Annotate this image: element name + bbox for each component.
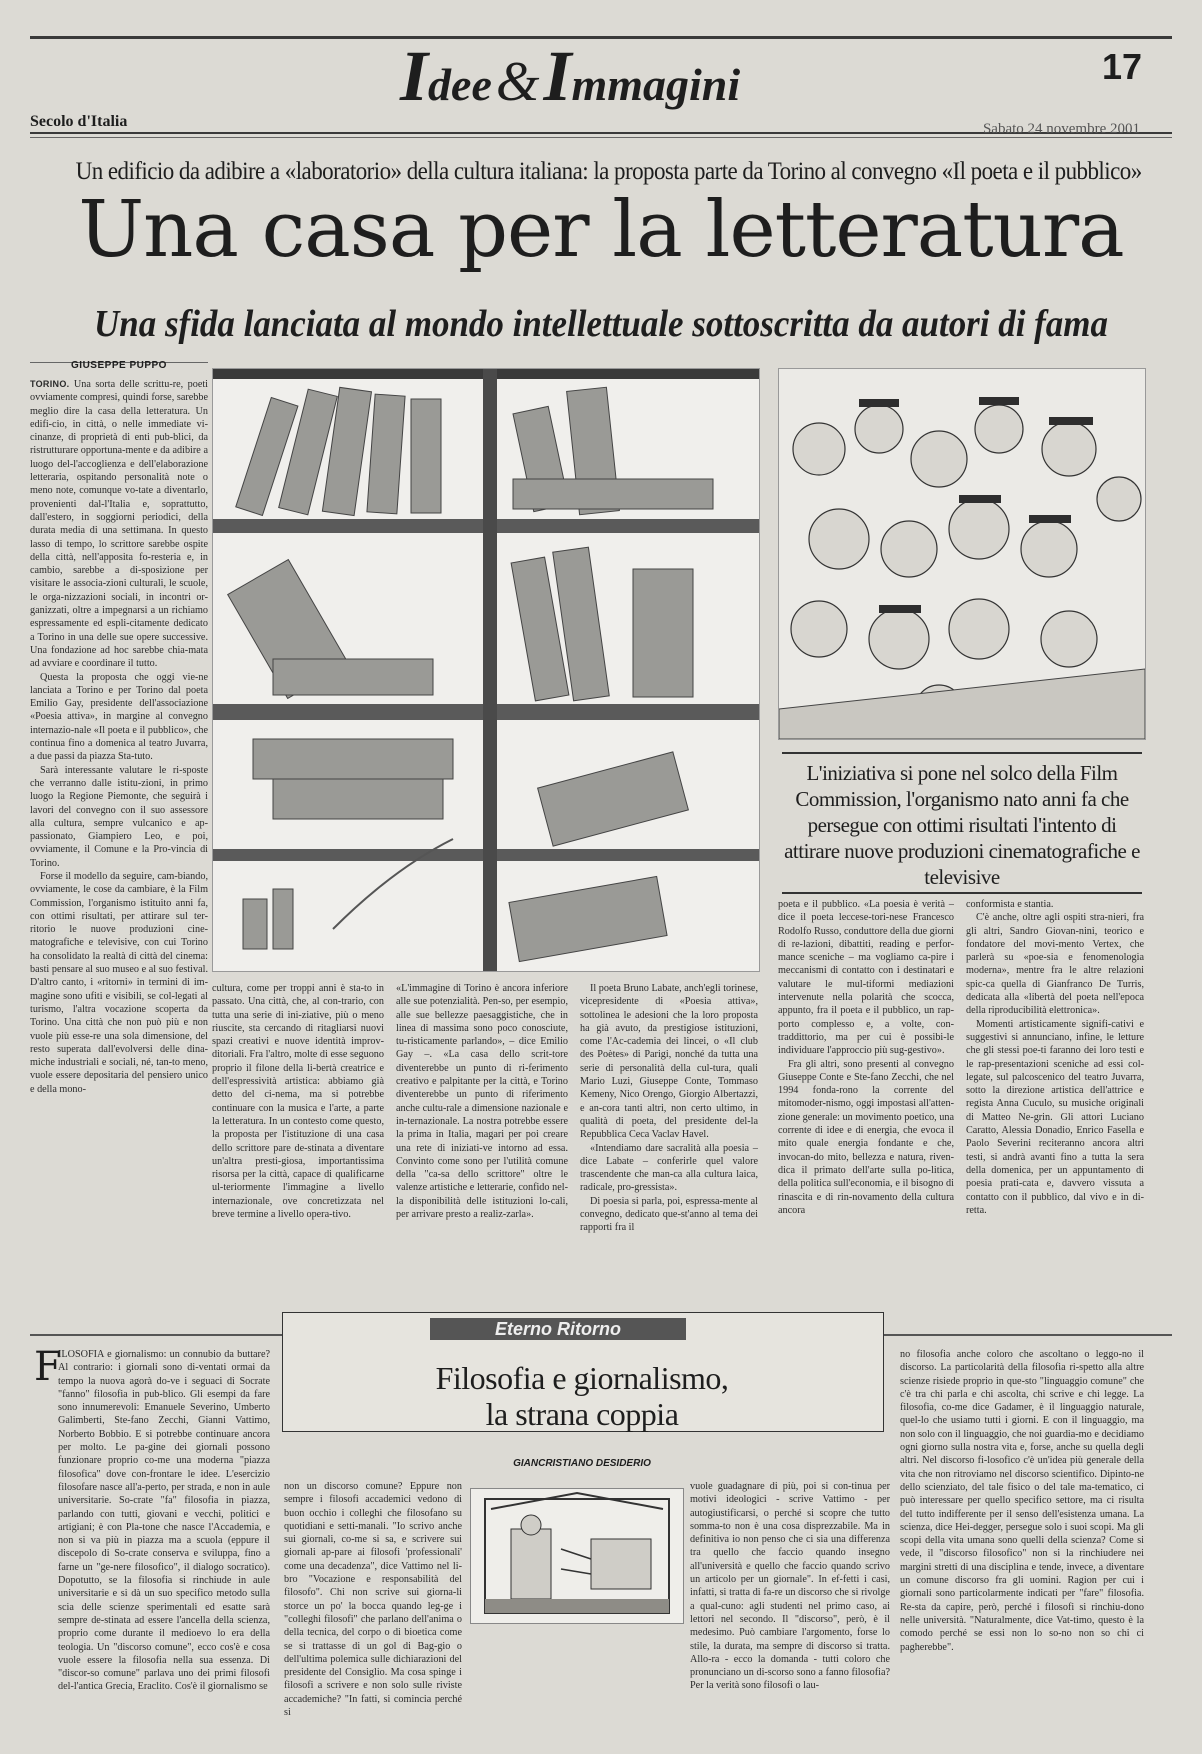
article-column-5 xyxy=(778,898,954,1283)
article-column-1 xyxy=(30,378,208,1278)
box-title-line-2: la strana coppia xyxy=(485,1396,679,1432)
box-column-1 xyxy=(30,1344,270,1728)
col3-paragraph: «L'immagine di Torino è ancora inferiore alle sue potenzialità. Pen-so, per esempio, alle sue bellezze paesaggistiche, che in linea di massima sono poco conosciute, tu-risticamente parlando», – dice Emilio Gay –. «La casa dello scrit-tore diventerebbe un punto di ri-ferimento creativo e palpitante per la città, e Torino diventerebbe un punto di riferimento anche cultu-rale a dimensione nazionale e in-ternazionale. La nostra potrebbe essere la prima in Italia, magari per poi creare una rete di iniziati-ve intorno ad essa. Convinto come sono per l'utilità comune della "ca-sa dello scrittore" oltre le valenze artistiche e letterarie, confido nel-la disponibilità delle istituzioni lo-cali, per arrivare presto a realiz-zarla». xyxy=(396,983,568,1221)
col4-paragraph-2: «Intendiamo dare sacralità alla poesia – dice Labate – conferirle quel valore trascendente che man-ca alla cultura laica, radicale, pro-gressista». xyxy=(580,1142,758,1194)
box-column-3 xyxy=(690,1480,890,1728)
col6-paragraph-1: conformista e stantia. xyxy=(966,899,1054,910)
bookshelf-illustration xyxy=(213,369,759,971)
article-column-2 xyxy=(212,982,384,1282)
woodcut-image xyxy=(470,1488,684,1624)
scholars-engraving xyxy=(778,368,1146,740)
rubric-label: Eterno Ritorno xyxy=(430,1318,686,1340)
woodcut-illustration xyxy=(471,1489,683,1623)
box-article-title xyxy=(290,1360,874,1432)
article-headline: Una casa per la letteratura xyxy=(78,185,1124,275)
section-word-1: dee xyxy=(428,59,492,110)
section-title xyxy=(400,36,820,116)
article-kicker: Un edificio da adibire a «laboratorio» della cultura italiana: la proposta parte da Torino al convegno «Il poeta e il pubblico» xyxy=(75,158,1142,185)
col5-paragraph-1: poeta e il pubblico. «La poesia è verità – dice il poeta leccese-tori-nese Francesco Rodolfo Russo, conduttore della due giorni di re-lazioni, dibattiti, reading e perfor-mance sceniche – ma vogliamo ca-pire i meccanismi di contatto con i destinatari e valutare le mul-tiformi mediazioni intervenute nella polarità che scocca, appunto, fra il poeta e il pubblico, un rap-porto complesso e, a volte, con-traddittorio, ma per cui è possibi-le individuare l'approccio più sug-gestivo». xyxy=(778,899,954,1057)
article-column-6 xyxy=(966,898,1144,1283)
col1-paragraph-3: Sarà interessante valutare le ri-sposte che verranno dalle istitu-zioni, in primo luogo la Regione Piemonte, che seguirà i lavori del convegno con il suo assessore alla cultura, sempre vulcanico e ap-passionato, Giampiero Leo, e poi, ovviamente, il Comune e la Pro-vincia di Torino. xyxy=(30,764,208,869)
page-number: 17 xyxy=(1101,46,1142,87)
col6-paragraph-2: C'è anche, oltre agli ospiti stra-nieri, fra gli altri, Sandro Giovan-nini, teorico e fondatore del movi-mento Vertex, che parlerà su «poe-sia e fenomenologia moderna», mentre fra le altre relazioni spic-ca quella di Gianfranco De Turris, dedicata alla «libertà del poeta nell'epoca della riproducibilità elettronica». xyxy=(966,912,1144,1017)
issue-date: Sabato 24 novembre 2001 xyxy=(982,121,1140,137)
article-subheadline: Una sfida lanciata al mondo intellettuale sottoscritta da autori di fama xyxy=(94,303,1108,345)
col4-paragraph-3: Di poesia si parla, poi, espressa-mente al convegno, dedicato que-st'anno al tema dei rapporti fra il xyxy=(580,1195,758,1234)
pullquote-rule-top xyxy=(782,752,1142,754)
box-col3-text: vuole guadagnare di più, poi si con-tinua per motivi ideologici - scrive Vattimo - per autogiustificarsi, o perché si scopre che tutto somma-to non è una cosa disprezzabile. Ma in definitiva io non penso che ci sia una differenza tra quello che faccio quando insegno all'università e quello che faccio quando scrivo un articolo per un giornale". In ef-fetti i casi, infatti, si tratta di fa-re un discorso che si rivolge a qual-cuno: agli studenti nel primo caso, ai lettori nel secondo. Il "discorso", però, è il medesimo. Può cambiare l'argomento, forse lo stile, la durata, ma sempre di discorso si tratta. Allo-ra - ecco la domanda - tutti coloro che pronunciano un di-scorso sono a fanno filosofia? Per la verità sono filosofi o lau- xyxy=(690,1481,890,1692)
box-column-2 xyxy=(284,1480,462,1728)
box-col1-text: ILOSOFIA e giornalismo: un connubio da buttare? Al contrario: i giornali sono di-ventati ormai da tempo la nuova agorà do-ve i seguaci di Socrate "fanno" filosofia in pub-blico. Gli esempi da fare sono innumerevoli: Emanuele Severino, Umberto Galimberti, Ste-fano Zecchi, Gianni Vattimo, Norberto Bobbio. E si potrebbe continuare ancora per molto. Le pa-gine dei giornali possono funzionare proprio co-me una moderna "piazza filosofica" dove con-frontare le idee. L'esercizio filosofare nasce all'a-perto, per strada, e non in aule universitarie. So-crate "fa" filosofia in piazza, parlando con tutti, giovani e vecchi, politici e artigiani; è con Pla-tone che nasce l'Accademia, e non si va più in piazza ma a scuola (eppure il discepolo di So-crate conserva e sviluppa, fino a farne un "ge-nere filosofico", il dialogo socratico). Dopotutto, se la filosofia si rinchiude in aule universitarie e si dà un suo specifico metodo sulla scia delle scienze sperimentali ed esatte sarà sempre de-stinata ad essere l'ancella della scienza, proprio come durante il medioevo lo era della teologia. Un "discorso comune", ecco cos'è e cosa vuole essere la filosofia nella sua essenza. Di "discor-so comune" parlava uno dei primi filosofi del-l'antica Grecia, Eraclito. Cos'è il giornalismo se xyxy=(58,1349,270,1693)
box-title-line-1: Filosofia e giornalismo, xyxy=(435,1360,729,1396)
col6-paragraph-3: Momenti artisticamente signifi-cativi e suggestivi si annunciano, infine, le letture che gli stessi poe-ti faranno dei loro testi e le rap-presentazioni sceniche ad essi col-legate, sul palcoscenico del teatro Juvarra, sotto la direzione artistica dell'attrice e regista Anna Cuculo, su musiche originali di Matteo Ne-grin. Gli attori Luciano Caratto, Alessia Donadio, Enrico Fasella e Paolo Severini reciteranno ancora altri testi, si andrà avanti fino a tutta la sera della domenica, per un appuntamento di poesia prati-cata e, davvero vissuta a contatto con il pubblico, dal vivo e in di-retta. xyxy=(966,1018,1144,1216)
pullquote: L'iniziativa si pone nel solco della Film Commission, l'organismo nato anni fa che persegue con ottimi risultati l'intento di attirare nuove produzioni cinematografiche e televisive xyxy=(784,761,1140,889)
box-col2-text: non un discorso comune? Eppure non sempre i filosofi accademici vedono di buon occhio i colleghi che filosofano su quotidiani e setti-manali. "Io scrivo anche sui giornali, co-me si sa, e scrivere sui giornali ap-pare ai filosofi 'professionali' come una decadenza", dice Vattimo nel li-bro "Vocazione e responsabilità del filosofo". Chi non scrive sui giorna-li storce un po' la bocca quando leg-ge i "colleghi filosofi" che parlano dell'anima o della tecnica, del corpo o di bioetica come se si trattasse di un gol di Bag-gio o dell'ultima polemica sulle dichiarazioni del presidente del Consiglio. Ma cosa spinge i filosofi a scrivere e non solo sulle riviste accademiche? "In fatti, si comincia perché si xyxy=(284,1481,462,1719)
col4-paragraph-1: Il poeta Bruno Labate, anch'egli torinese, vicepresidente di «Poesia attiva», sottolinea le adesioni che la loro proposta ha già avuto, da prestigiose istituzioni, come l'Ac-cademia dei lincei, o «Il club des Poètes» di Parigi, nonché da tutta una serie di personalità della cul-tura, quali Mario Luzi, Giuseppe Conte, Tommaso Kemeny, Nico Orengo, Giorgio Albertazzi, e an-cora tanti altri, non certo ultimo, in qualità di poeta, del presidente del-la Repubblica Ceca Vaclav Havel. xyxy=(580,983,758,1141)
newspaper-name: Secolo d'Italia xyxy=(30,113,128,130)
article-byline: GIUSEPPE PUPPO xyxy=(71,360,167,371)
col1-paragraph-1: Una sorta delle scrittu-re, poeti ovviamente compresi, quindi forse, sarebbe meglio dire la casa della letteratura. Un edifi-cio, in città, o nelle immediate vi-cinanze, di proprietà di enti pub-blici, da ristrutturare opportuna-mente e da adibire a luogo del-l'accoglienza e dell'elaborazione letteraria, ospitando personalità note o meno note, comunque vo-tate a diventarlo, provenienti dal-l'Italia e, soprattutto, dall'estero, in soggiorni periodici, della durata media di una settimana. In questo lasso di tempo, lo scrittore sarebbe ospite della città, nell'apposita fo-resteria e, in cambio, sarebbe a di-sposizione per visitare le associa-zioni culturali, le scuole, le orga-nizzazioni sociali, in incontri or-ganizzati, oltre a impegnarsi a un richiamo espressamente ed espli-citamente dedicato a Torino in una delle sue opere successive. Una fondazione ad hoc sarebbe chia-mata ad avviare e coordinare il tutto. xyxy=(30,379,208,670)
col1-paragraph-2: Questa la proposta che oggi vie-ne lanciata a Torino e per Torino dal poeta Emilio Gay, presidente dell'associazione «Poesia attiva», in margine al convegno internazio-nale «Il poeta e il pubblico», che continua fino a domenica al teatro Juvarra, a due passi da piazza Sta-tuto. xyxy=(30,671,208,763)
section-initial-2: I xyxy=(543,36,572,116)
top-rule xyxy=(30,36,1172,39)
col1-paragraph-4: Forse il modello da seguire, cam-biando, ovviamente, le cose da cambiare, è la Film Commission, l'organismo istituito anni fa, con ottimi risultati, per attirare sul ter-ritorio le nuove produzioni cine-matografiche e televisive, con cui Torino ha consolidato la realtà di città del cinema: basti pensare al suo museo e al suo festival. D'altro canto, i «ritorni» in termini di im-magine sono ufiti e visibili, se col-legati al turismo, l'altra vocazione scoperta da Torino. Una città che non può più e non vuole più esse-re una sola dimensione, del resto superata dall'evolversi delle dina-miche industriali e sociali, né, tan-to meno, vuole essere depositaria del pensiero unico e della mono- xyxy=(30,870,208,1095)
col5-paragraph-2: Fra gli altri, sono presenti al convegno Giuseppe Conte e Ste-fano Zecchi, che nel 1994 fonda-rono la corrente del mitomoder-nismo, oggi impostasi all'atten-zione generale: un movimento poetico, una corrente di idee e di energia, che evoca il mito quale energia fondante e che, invocan-do mito, bellezza e natura, riven-dica il primato dell'arte sulla po-litica, della politica sull'economia, e il bisogno di rinascita e di rin-novamento della cultura ancora xyxy=(778,1058,954,1216)
article-column-4 xyxy=(580,982,758,1282)
drop-cap: F xyxy=(34,1344,62,1390)
box-article-byline: GIANCRISTIANO DESIDERIO xyxy=(513,1458,651,1469)
section-ampersand: & xyxy=(495,51,540,113)
scholars-illustration xyxy=(779,369,1145,739)
article-column-3 xyxy=(396,982,568,1282)
box-column-4 xyxy=(900,1348,1144,1728)
pullquote-rule-bottom xyxy=(782,892,1142,894)
col2-paragraph: cultura, come per troppi anni è sta-to in passato. Una città, che, al con-trario, con tutta una serie di ini-ziative, più o meno riuscite, sta cercando di ritagliarsi nuovi spazi creativi e nuove identità improv-ditoriali. Fra l'altro, molte di esse seguono proprio il filone della li-bertà creatrice e dell'espressività artistica: abbiamo già detto del ci-nema, ma si potrebbe continuare con la musica e l'arte, a parte la letteratura. In un contesto come questo, la proposta per l'istituzione di una casa dello scrittore pare de-stinata a diventare un'altra presti-giosa, importantissima risorsa per la città, capace di qualificarne ul-teriormente l'immagine a livello internazionale, ove concretizzata nel breve termine a livello opera-tivo. xyxy=(212,983,384,1221)
section-initial-1: I xyxy=(400,36,429,116)
box-col4-text: no filosofia anche coloro che ascoltano o leggo-no il discorso. La particolarità della filosofia ri-spetto alla altre scienze risiede proprio in que-sto "linguaggio comune" che c'è tra chi parla e chi ascolta, chi scrive e chi legge. La filosofia, co-me dice Gadamer, è il linguaggio naturale, quel-lo che usiamo tutti i giorni. E con il linguaggio, ma non solo con il linguaggio, che noi guardia-mo e decidiamo ogni giorno sulla nostra vita e, forse, anche su quella degli altri. Nel discorso fi-losofico c'è un'idea più generale della vita che non ritroviamo nel discorso scientifico. Dipinto-ne dello scienziato, del tale fisico o del tale ma-tematico, ci può interessare per quello specifico settore, ma ci risulta del tutto indifferente per il senso dell'esistenza umana. La scienza, dice Hei-degger, persegue solo i suoi scopi. Ma gli scopi della vita umana sono quelli della scienza? Come si vede, il "discorso filosofico" non si la rinchiudere nei margini stretti di una disciplina e tende, invece, a diventare un comune discorso fra gli uomini. Ragion per cui i giornali sono particolarmente indicati per "fare" filosofia. Re-sta da capire, però, perché i filosofi si rinchiu-dono nelle università. "Naturalmente, dice Vat-timo, questo è la comodo perché se essi non lo so-no non so chi ci pagherebbe". xyxy=(900,1349,1144,1653)
dateline: TORINO. xyxy=(30,379,70,389)
section-word-2: mmagini xyxy=(571,59,741,110)
bookshelf-photo xyxy=(212,368,760,972)
